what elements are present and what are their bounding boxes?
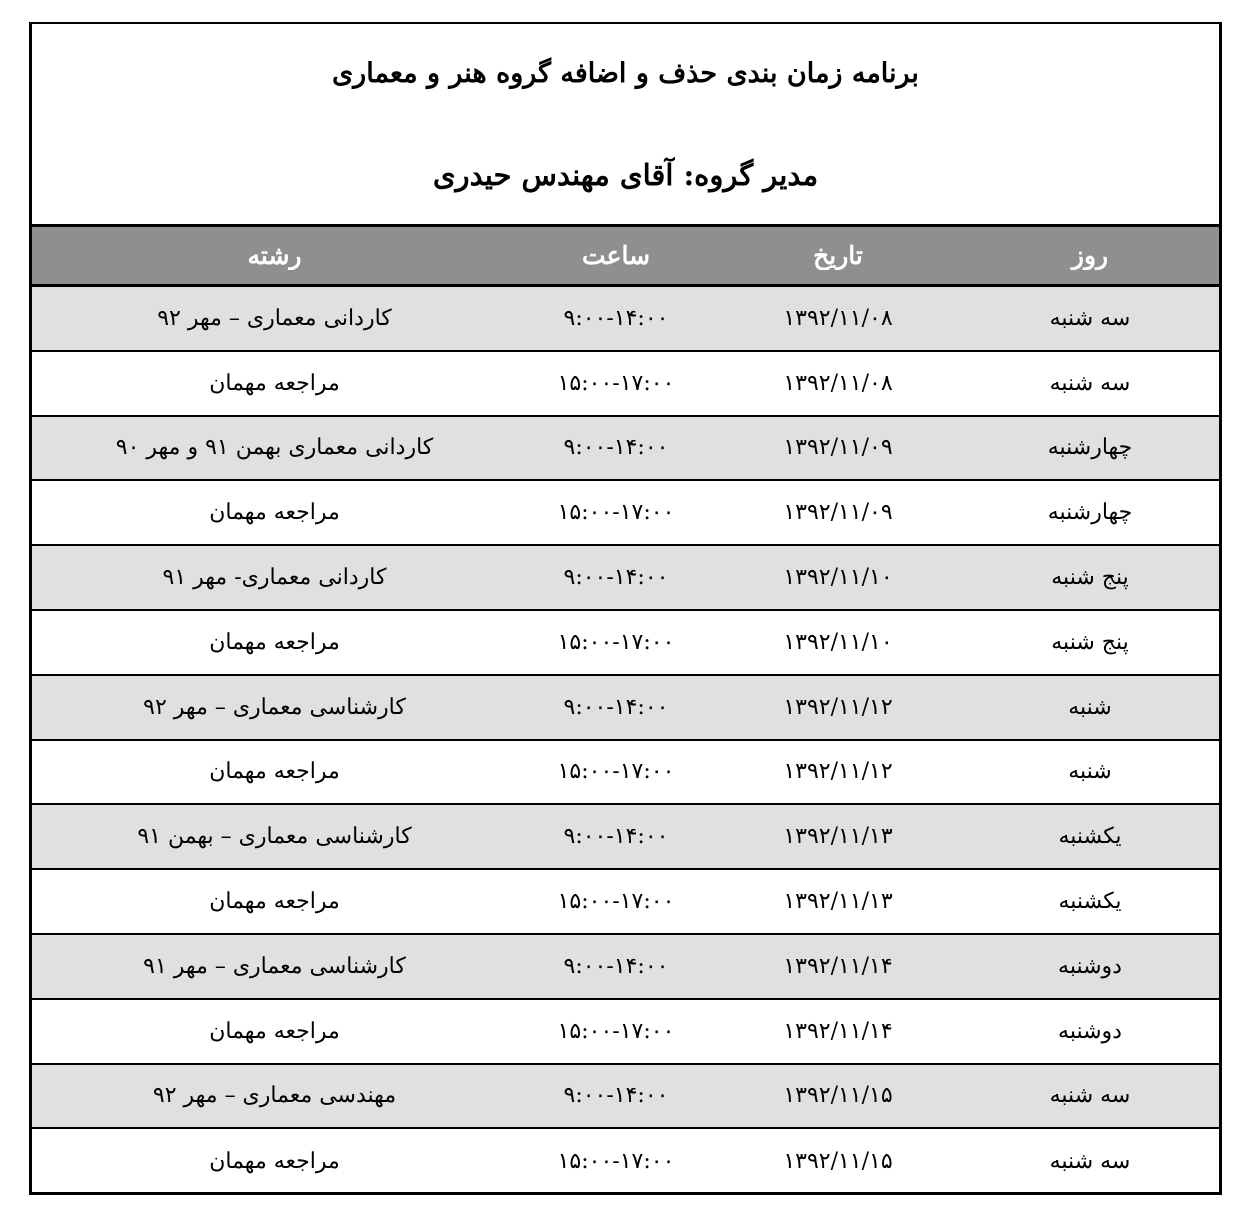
cell-date: ۱۳۹۲/۱۱/۱۵ [783,1149,893,1175]
header-date: تاریخ [813,241,863,270]
cell-time: ۱۵:۰۰-۱۷:۰۰ [557,1018,675,1044]
table-row [32,546,1219,611]
cell-field: کارشناسی معماری – مهر ۹۲ [143,694,406,720]
schedule-table [32,224,1219,1194]
table-row [32,352,1219,417]
cell-date: ۱۳۹۲/۱۱/۱۰ [783,565,893,591]
cell-date: ۱۳۹۲/۱۱/۰۹ [783,500,893,526]
cell-date: ۱۳۹۲/۱۱/۱۲ [783,759,893,785]
cell-time: ۱۵:۰۰-۱۷:۰۰ [557,629,675,655]
table-body [32,287,1219,1194]
cell-date: ۱۳۹۲/۱۱/۱۳ [783,824,893,850]
document-subtitle: مدیر گروه: آقای مهندس حیدری [432,158,819,192]
cell-day: پنج شنبه [1051,565,1129,591]
cell-field: کاردانی معماری بهمن ۹۱ و مهر ۹۰ [115,435,434,461]
cell-field: مراجعه مهمان [209,889,340,915]
cell-time: ۹:۰۰-۱۴:۰۰ [563,953,669,979]
table-row [32,417,1219,482]
cell-day: پنج شنبه [1051,629,1129,655]
table-row [32,935,1219,1000]
cell-date: ۱۳۹۲/۱۱/۱۴ [783,953,893,979]
table-row [32,481,1219,546]
cell-day: یکشنبه [1058,889,1122,915]
cell-date: ۱۳۹۲/۱۱/۱۵ [783,1083,893,1109]
cell-time: ۱۵:۰۰-۱۷:۰۰ [557,759,675,785]
cell-field: کاردانی معماری- مهر ۹۱ [162,565,387,591]
cell-field: مراجعه مهمان [209,1018,340,1044]
document-frame [29,22,1222,1195]
cell-date: ۱۳۹۲/۱۱/۰۸ [783,305,893,331]
table-header-row [32,224,1219,287]
document-title: برنامه زمان بندی حذف و اضافه گروه هنر و معماری [332,58,919,89]
cell-date: ۱۳۹۲/۱۱/۱۰ [783,629,893,655]
cell-day: سه شنبه [1049,305,1131,331]
header-field: رشته [247,241,302,270]
table-row [32,805,1219,870]
cell-field: مراجعه مهمان [209,1149,340,1175]
table-row [32,1129,1219,1194]
cell-time: ۹:۰۰-۱۴:۰۰ [563,1083,669,1109]
cell-field: کاردانی معماری – مهر ۹۲ [157,305,392,331]
cell-day: سه شنبه [1049,1083,1131,1109]
table-row [32,287,1219,352]
cell-day: یکشنبه [1058,824,1122,850]
cell-day: چهارشنبه [1047,500,1133,526]
cell-field: مراجعه مهمان [209,370,340,396]
cell-field: کارشناسی معماری – مهر ۹۱ [143,953,406,979]
header-day: روز [1071,241,1109,270]
cell-date: ۱۳۹۲/۱۱/۰۸ [783,370,893,396]
cell-time: ۹:۰۰-۱۴:۰۰ [563,824,669,850]
cell-time: ۱۵:۰۰-۱۷:۰۰ [557,889,675,915]
cell-field: مراجعه مهمان [209,629,340,655]
cell-time: ۱۵:۰۰-۱۷:۰۰ [557,1149,675,1175]
cell-date: ۱۳۹۲/۱۱/۱۴ [783,1018,893,1044]
cell-time: ۱۵:۰۰-۱۷:۰۰ [557,370,675,396]
table-row [32,611,1219,676]
cell-date: ۱۳۹۲/۱۱/۱۲ [783,694,893,720]
cell-day: سه شنبه [1049,370,1131,396]
cell-field: مهندسی معماری – مهر ۹۲ [152,1083,397,1109]
cell-time: ۱۵:۰۰-۱۷:۰۰ [557,500,675,526]
cell-field: مراجعه مهمان [209,500,340,526]
table-row [32,676,1219,741]
cell-day: دوشنبه [1058,1018,1122,1044]
table-row [32,870,1219,935]
cell-time: ۹:۰۰-۱۴:۰۰ [563,694,669,720]
cell-date: ۱۳۹۲/۱۱/۱۳ [783,889,893,915]
cell-time: ۹:۰۰-۱۴:۰۰ [563,305,669,331]
cell-time: ۹:۰۰-۱۴:۰۰ [563,565,669,591]
table-row [32,741,1219,806]
table-row [32,1000,1219,1065]
header-time: ساعت [581,241,651,270]
cell-day: شنبه [1068,694,1112,720]
cell-field: مراجعه مهمان [209,759,340,785]
cell-day: دوشنبه [1058,953,1122,979]
cell-day: سه شنبه [1049,1149,1131,1175]
cell-date: ۱۳۹۲/۱۱/۰۹ [783,435,893,461]
cell-day: چهارشنبه [1047,435,1133,461]
cell-time: ۹:۰۰-۱۴:۰۰ [563,435,669,461]
cell-day: شنبه [1068,759,1112,785]
cell-field: کارشناسی معماری – بهمن ۹۱ [137,824,412,850]
table-row [32,1065,1219,1130]
